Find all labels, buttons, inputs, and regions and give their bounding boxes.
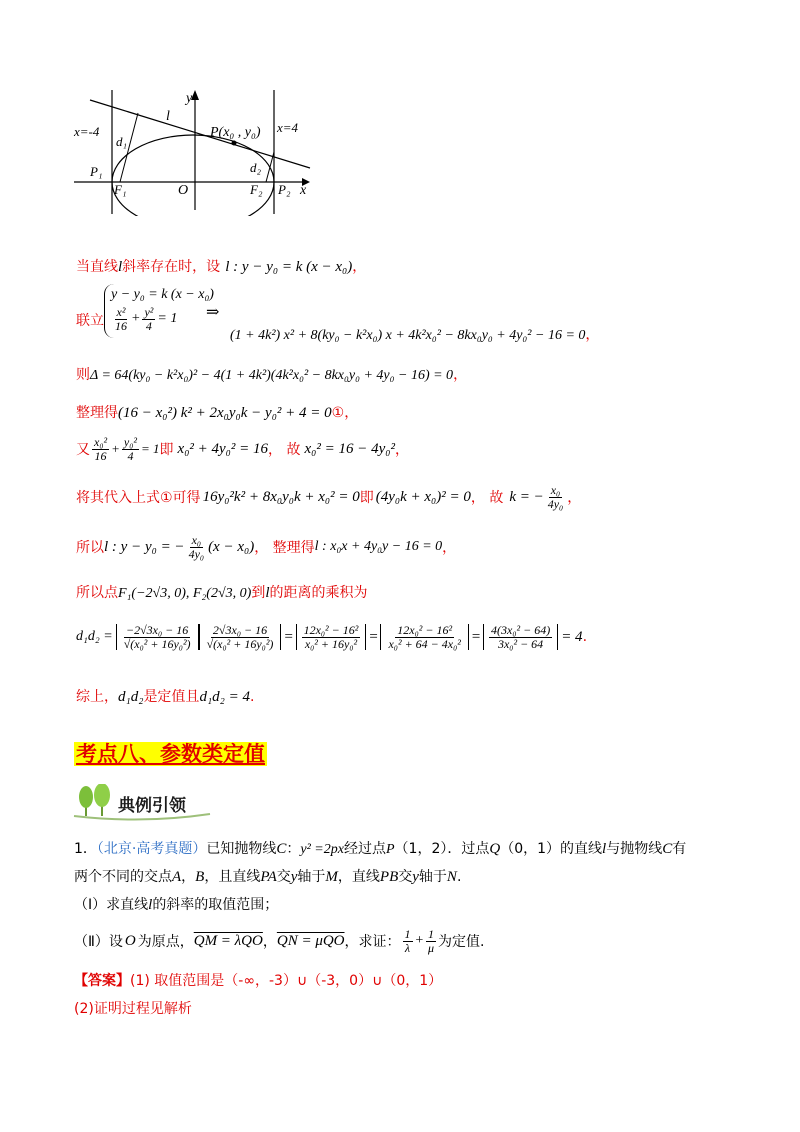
math-expression: (x − x₀) [208,538,255,555]
text: 两个不同的交点 [74,869,172,885]
math-var: y [290,869,298,885]
text: （0，1） [500,841,561,857]
point-p-label: P(x₀ , y₀) [210,125,261,140]
frac-num: x₀ [191,533,202,547]
math-expression: (1 + 4k²) x² + 8(ky₀ − k²x₀) x + 4k²x₀² − 8kx₀y₀ + 4y₀² − 16 = 0 [230,328,586,343]
frac-den: 16 [115,318,127,333]
text: ， [567,490,582,507]
text: ， [394,442,409,459]
p2-label: P₂ [278,182,291,197]
frac-den: 4y₀ [188,546,205,561]
text: 即 [159,442,174,459]
text: 斜率存在时，设 [122,259,221,275]
text: 经过点 [343,841,386,857]
text: ， [442,540,457,557]
implies-arrow: ⇒ [206,304,220,321]
text: 与抛物线 [606,841,663,857]
math-var: C [276,841,287,857]
math-var: M [325,869,338,885]
math-var: B [195,869,205,885]
solution-line-5: 又 $\frac{\text{x₀²}}{16}$ + $\frac{\text{y₀²}}{4}$ = 1 即 x₀² + 4y₀² = 16 ， 故 x₀² = 16 − 4y₀² ， [76,435,409,463]
text: ， 故 [268,442,301,459]
text: 设 [108,934,123,951]
math-var: Q [489,841,501,857]
system-eq-1: y − y₀ = k (x − x₀) [111,287,214,302]
text: 的斜率的取值范围； [152,897,279,913]
frac-den: 16 [94,448,107,463]
frac-den: x₀² + 16y₀² [304,636,358,651]
section-heading-text: 考点八、参数类定值 [76,742,265,766]
solution-line-4 [76,402,358,422]
text: 为原点， [137,934,194,951]
text: . [456,869,462,885]
frac-num: y₀² [123,435,137,449]
math-l: l [265,585,270,601]
text: 到 [251,585,266,601]
math-expression: = 4 [561,628,583,645]
frac-num: x₀² [94,435,108,449]
text: ， [352,259,367,275]
frac-den: 4 [127,448,134,463]
math-var: PB [379,869,399,885]
math-var: l [148,897,153,913]
math-expression: d₁d₂ = [76,629,113,645]
solution-line-10 [76,686,254,706]
math-var: N [446,869,457,885]
text: ，直线 [337,869,380,885]
math-var: PA [260,869,277,885]
math-var: l [602,841,607,857]
system-brace [104,284,214,338]
problem-line-1 [74,838,686,858]
example-badge [72,784,212,822]
section-heading [74,738,267,768]
text: 求直线 [106,897,149,913]
y-axis-label: y [186,91,193,106]
math-expression: l : y − y₀ = − [104,538,185,555]
problem-part-1 [74,894,278,914]
math-expression: l : y − y₀ = k (x − x₀) [225,259,353,275]
text: 有 [672,841,687,857]
vector-equation: QM = λQO [193,932,263,949]
solution-line-1 [76,256,366,276]
system-label [76,310,104,330]
frac-num: 12x₀² − 16² [397,623,453,637]
system-eq-2: $\frac{\text{x²}}{16}$ + $\frac{\text{y²}}{4}$ = 1 [115,305,178,333]
text: 的直线 [560,841,603,857]
part-label: （Ⅰ） [74,897,107,913]
text: 则 [76,367,90,383]
math-expression: d₁d₂ = 4 [199,689,250,705]
frac-num: x² [116,305,126,319]
circled-one: ① [331,405,345,421]
answer-label: 【答案】 [74,973,130,989]
answer-line-2 [74,998,192,1018]
text: ， [585,327,600,343]
text: ，求证： [344,934,401,951]
problem-source: （北京·高考真题） [96,841,207,857]
d2-label: d₂ [250,160,262,175]
frac-den: 4 [145,318,152,333]
equals-sign: = [470,628,481,645]
math-expression: F₁(−2√3, 0), F₂(2√3, 0) [118,586,252,601]
frac-num: 1 [427,927,434,941]
origin-label: O [178,183,189,198]
math-var: P [385,842,395,857]
equals-sign: = [283,628,294,645]
text: . [250,689,255,705]
frac-den: √(x₀² + 16y₀²) [123,636,191,651]
frac-den: √(x₀² + 16y₀²) [206,636,274,651]
math-var: A [172,869,182,885]
text: 轴于 [418,869,447,885]
math-expression: (16 − x₀²) k² + 2x₀y₀k − y₀² + 4 = 0 [118,405,332,421]
text: 当直线 [76,259,118,275]
frac-den: x₀² + 64 − 4x₀² [388,636,461,651]
badge-label: 典例引领 [118,796,186,816]
text: 综上， [76,689,118,705]
frac-num: 4(3x₀² − 64) [491,623,551,637]
frac-num: 1 [404,927,411,941]
text: ， [344,405,359,421]
math-l: l [118,259,123,275]
right-line-label: x=4 [277,120,299,135]
text: 已知抛物线 [206,841,277,857]
text: ： [286,841,301,857]
text: 交 [276,869,291,885]
text: ， 整理得 [254,540,315,557]
text: ， 故 [470,490,504,507]
left-line-label: x=-4 [74,124,100,139]
f2-label: F₂ [250,182,263,197]
text: ．过点 [447,841,490,857]
problem-line-2 [74,866,461,886]
solution-line-3 [76,364,467,384]
frac-num: −2√3x₀ − 16 [125,623,189,637]
math-var: C [662,841,673,857]
problem-part-2 [74,928,484,954]
math-expression: d₁d₂ [118,689,144,705]
frac-num: y² [144,305,154,319]
frac-num: x₀ [550,483,561,497]
math-expression: y² =2px [300,842,344,857]
frac-den: μ [427,940,434,955]
text: 是定值且 [143,689,200,705]
math-expression: x₀² = 16 − 4y₀² [304,440,395,457]
frac-den: 4y₀ [547,496,564,511]
frac-den: λ [404,940,411,955]
system-result [230,324,599,344]
text: 的距离的乘积为 [269,585,368,601]
frac-num: 12x₀² − 16² [303,623,359,637]
equals-sign: = [368,628,379,645]
math-expression: x₀² + 4y₀² = 16 [177,440,269,457]
text: （1，2） [394,841,448,857]
text: 即 [359,490,374,507]
text: 所以 [76,540,104,557]
d1-label: d₁ [116,134,128,149]
math-expression: l : x₀x + 4y₀y − 16 = 0 [314,539,443,555]
text: . [582,629,588,646]
solution-line-8 [76,582,367,602]
text: 所以点 [76,585,118,601]
text: 整理得 [76,405,118,421]
text: 将其代入上式①可得 [76,490,201,507]
math-expression: 16y₀²k² + 8x₀y₀k + x₀² = 0 [202,488,360,505]
answer-text: (1) 取值范围是（-∞，-3）∪（-3，0）∪（0，1） [130,973,443,989]
problem-number: 1． [74,841,97,857]
text: 联立 [76,313,104,329]
math-expression: k = − [509,488,544,505]
vector-equation: QN = μQO [276,932,345,949]
solution-line-6 [76,484,581,510]
part-label: （Ⅱ） [74,934,109,951]
math-var: O [124,932,136,949]
text: 轴于 [297,869,326,885]
ellipse-diagram [70,86,320,216]
plus-sign: + [414,933,424,949]
math-expression: (4y₀k + x₀)² = 0 [375,488,471,505]
solution-line-7 [76,534,456,560]
p1-label: P₁ [90,164,103,179]
x-axis-label: x [300,183,307,198]
text: ，且直线 [204,869,261,885]
math-expression: Δ = 64(ky₀ − k²x₀)² − 4(1 + 4k²)(4k²x₀² − 8kx₀y₀ + 4y₀ − 16) = 0 [90,368,454,383]
text: 为定值. [438,934,485,951]
f1-label: F₁ [114,182,127,197]
text: 交 [398,869,413,885]
frac-num: 2√3x₀ − 16 [212,623,268,637]
frac-den: 3x₀² − 64 [497,636,544,651]
answer-line-1 [74,970,442,990]
text: ， [181,869,196,885]
line-l-label: l [166,109,170,124]
answer-text: (2)证明过程见解析 [74,1001,192,1017]
solution-line-9 [76,624,587,650]
text: 又 [76,442,90,459]
math-var: y [412,869,419,885]
text: ， [453,367,468,383]
text: ， [262,934,277,951]
